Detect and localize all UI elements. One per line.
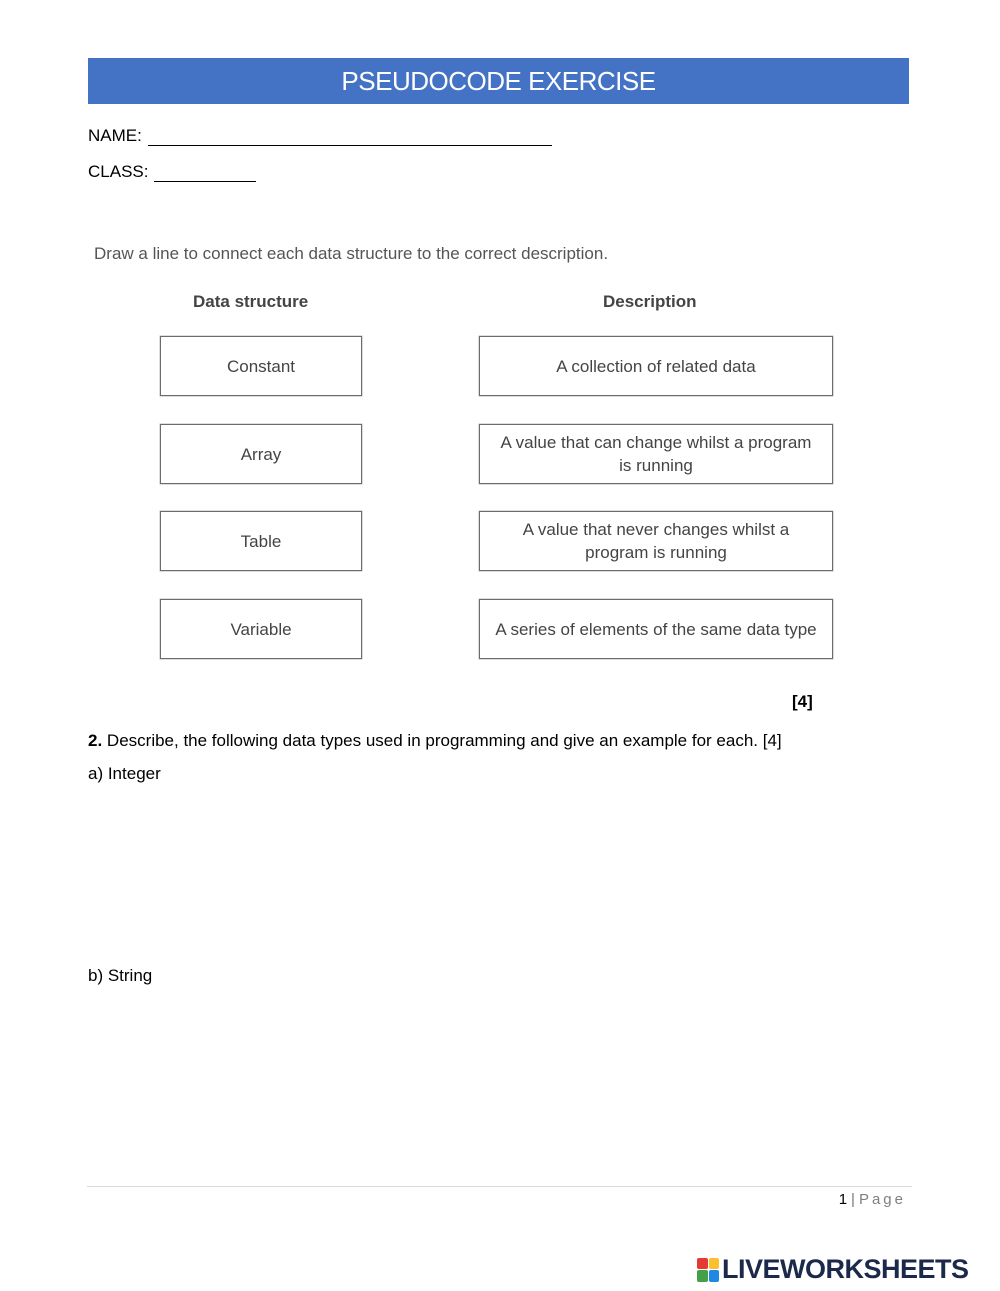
name-field <box>88 126 552 146</box>
data-structure-box[interactable]: Array <box>160 424 362 484</box>
description-box[interactable]: A collection of related data <box>479 336 833 396</box>
question2-part-a: a) Integer <box>88 764 161 783</box>
page-separator: | <box>851 1191 855 1208</box>
class-label: CLASS: <box>88 162 149 181</box>
data-structure-header: Data structure <box>193 292 309 311</box>
answer-area-b[interactable] <box>88 994 908 1164</box>
page-footer <box>839 1191 906 1208</box>
question2-part-b: b) String <box>88 966 153 985</box>
description-header: Description <box>603 292 697 311</box>
description-box[interactable]: A series of elements of the same data type <box>479 599 833 659</box>
answer-area-a[interactable] <box>88 792 908 952</box>
page-title-banner <box>88 58 909 104</box>
description-box[interactable]: A value that can change whilst a program is running <box>479 424 833 484</box>
page-number: 1 <box>838 1191 848 1208</box>
question1-marks: [4] <box>792 692 813 711</box>
page-title: PSEUDOCODE EXERCISE <box>341 65 656 96</box>
data-structure-box[interactable]: Table <box>160 511 362 571</box>
name-input-line[interactable] <box>148 131 552 146</box>
description-box[interactable]: A value that never changes whilst a program is running <box>479 511 833 571</box>
class-input-line[interactable] <box>154 167 256 182</box>
question2-number: 2. <box>88 731 103 750</box>
question2-prompt <box>88 731 782 751</box>
question1-instruction: Draw a line to connect each data structure to the correct description. <box>94 244 609 263</box>
question2-text: Describe, the following data types used in programming and give an example for each. [4] <box>106 731 782 750</box>
name-label: NAME: <box>88 126 142 145</box>
page-label: Page <box>858 1191 906 1208</box>
brand-name: LIVEWORKSHEETS <box>722 1254 969 1284</box>
data-structure-box[interactable]: Constant <box>160 336 362 396</box>
liveworksheets-brand <box>697 1254 969 1285</box>
class-field <box>88 162 256 182</box>
liveworksheets-logo-icon <box>697 1258 719 1282</box>
data-structure-box[interactable]: Variable <box>160 599 362 659</box>
footer-divider <box>87 1186 912 1187</box>
